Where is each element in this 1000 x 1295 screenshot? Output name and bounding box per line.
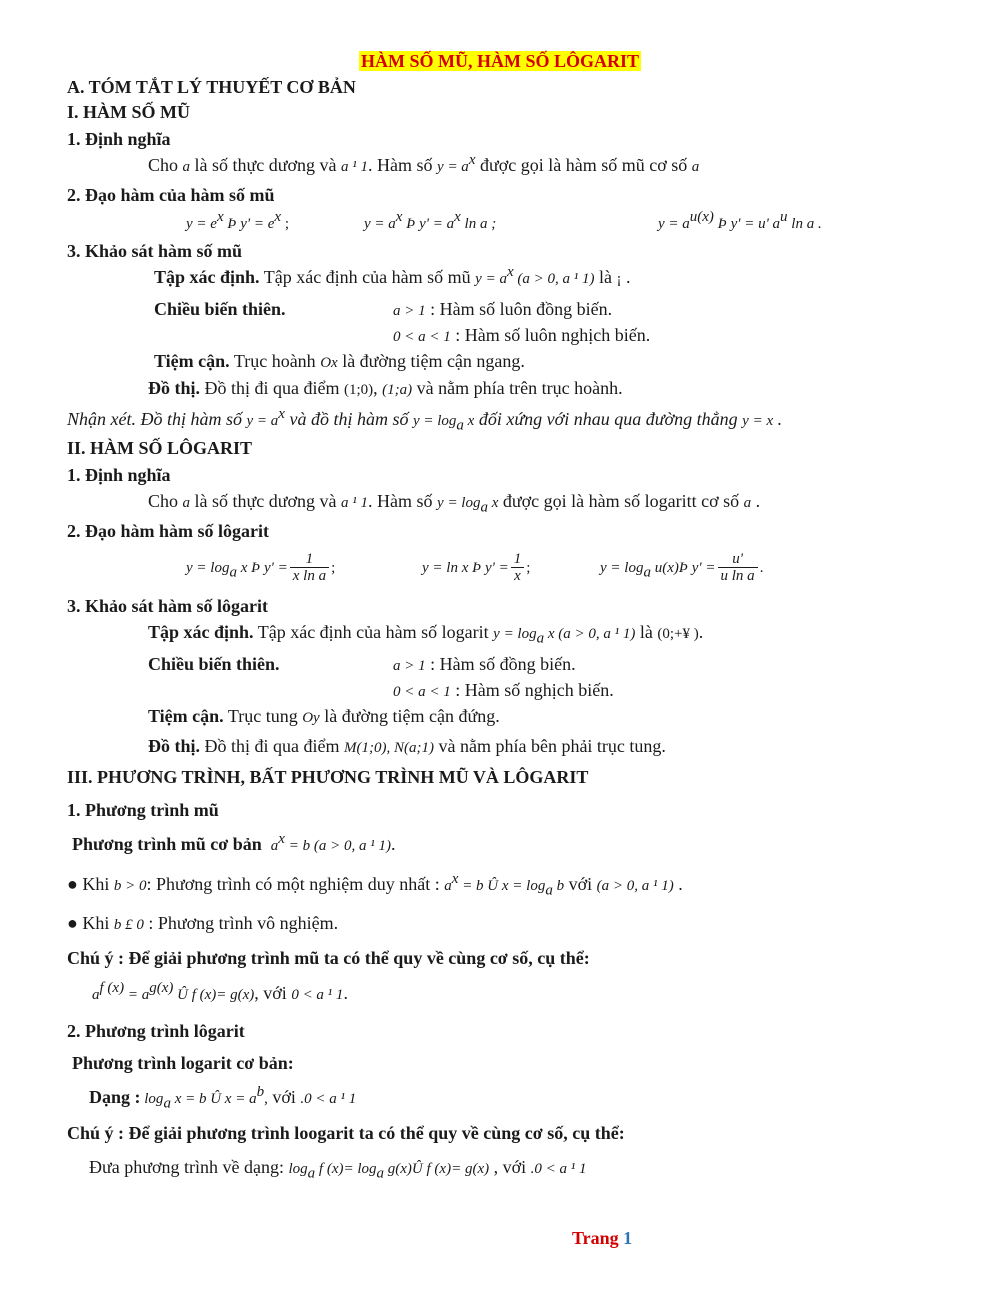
part3-case-1: ● Khi b > 0: Phương trình có một nghiệm duy nhất : $a^x = b$ Û $x = \log_a b$ với (a > 0, a ¹ 1) . [67, 871, 683, 899]
part1-asymptote: Tiệm cận. Trục hoành Ox là đường tiệm cận ngang. [154, 351, 525, 371]
part2-def-text: Cho a là số thực dương và a ¹ 1. Hàm số $y = \log_a x$ được gọi là hàm số logaritt cơ số a . [148, 491, 761, 516]
part3-note-1: Chú ý : Để giải phương trình mũ ta có thể quy về cùng cơ số, cụ thể: [67, 948, 590, 968]
part3-case-2: ● Khi b £ 0 : Phương trình vô nghiệm. [67, 913, 339, 933]
part3-exp-heading: 1. Phương trình mũ [67, 800, 219, 820]
part2-deriv-formula-2: y = ln x Þ y' = $\frac{1}{x}$ ; [422, 551, 531, 585]
part2-variation-1: a > 1 : Hàm số đồng biến. [393, 654, 576, 674]
fraction-u-prime-over-ulna: $\frac{u'}{\text{u ln a}}$ [718, 551, 758, 584]
part3-log-heading: 2. Phương trình lôgarit [67, 1021, 245, 1041]
part2-deriv-formula-1: $y = \log_a x$ Þ y' = $\frac{1}{\text{x ln a}}$ ; [186, 551, 336, 585]
part2-variation-label: Chiều biến thiên. [148, 654, 280, 674]
part1-deriv-formula-2: $y = a^x$ Þ $y' = a^x$ ln a ; [364, 209, 497, 232]
part3-exp-basic: Phương trình mũ cơ bản $a^x = b$ (a > 0, a ¹ 1). [72, 831, 396, 854]
part3-log-basic-label: Phương trình logarit cơ bản: [72, 1053, 294, 1073]
part1-def-text: Cho a là số thực dương và a ¹ 1. Hàm số $y = a^x$ được gọi là hàm số mũ cơ số a [148, 152, 700, 175]
part2-heading: II. HÀM SỐ LÔGARIT [67, 438, 253, 458]
part3-note-1-formula: $a^{f (x)} = a^{g(x)}$ Û f (x)= g(x), với 0 < a ¹ 1. [92, 980, 348, 1003]
part3-heading: III. PHƯƠNG TRÌNH, BẤT PHƯƠNG TRÌNH MŨ VÀ LÔGARIT [67, 767, 589, 787]
part1-remark: Nhận xét. Đồ thị hàm số $y = a^x$ và đồ thị hàm số $y = \log_a x$ đối xứng với nhau qua đường thẳng y = x . [67, 406, 783, 434]
part2-deriv-formula-3: $y = \log_a$ u(x)Þ y' = $\frac{u'}{\text{u ln a}}$ . [600, 551, 764, 585]
page-footer [572, 1227, 632, 1249]
part3-note-2-text: Đưa phương trình về dạng: $\log_a f$ $(x)= \log_a$ g(x)Û f (x)= g(x) , với .0 < a ¹ 1 [89, 1157, 587, 1182]
footer-label: Trang [572, 1228, 624, 1248]
part3-note-2: Chú ý : Để giải phương trình loogarit ta có thể quy về cùng cơ số, cụ thể: [67, 1123, 625, 1143]
part2-deriv-heading: 2. Đạo hàm hàm số lôgarit [67, 521, 269, 541]
part2-variation-2: 0 < a < 1 : Hàm số nghịch biến. [393, 680, 614, 700]
fraction-1-over-x: $\frac{1}{x}$ [511, 551, 525, 584]
part1-deriv-formula-1: $y = e^x$ Þ $y' = e^x$ ; [186, 209, 290, 232]
part1-deriv-heading: 2. Đạo hàm của hàm số mũ [67, 185, 275, 205]
part3-log-form: Dạng : $\log_a x = b$ Û $x = a^b$, với .0 < a ¹ 1 [89, 1084, 357, 1112]
page-number: 1 [623, 1228, 633, 1248]
part1-heading: I. HÀM SỐ MŨ [67, 102, 190, 122]
part1-graph: Đồ thị. Đồ thị đi qua điểm (1;0), (1;a) và nằm phía trên trục hoành. [148, 378, 623, 398]
part2-def-heading: 1. Định nghĩa [67, 465, 171, 485]
part1-domain: Tập xác định. Tập xác định của hàm số mũ $y = a^x$ (a > 0, a ¹ 1) là ¡ . [154, 264, 631, 287]
part2-graph: Đồ thị. Đồ thị đi qua điểm M(1;0), N(a;1) và nằm phía bên phải trục tung. [148, 736, 666, 756]
part1-variation-1: a > 1 : Hàm số luôn đồng biến. [393, 299, 613, 319]
part2-asymptote: Tiệm cận. Trục tung Oy là đường tiệm cận đứng. [148, 706, 500, 726]
part1-variation-2: 0 < a < 1 : Hàm số luôn nghịch biến. [393, 325, 651, 345]
part2-domain: Tập xác định. Tập xác định của hàm số logarit $y = \log_a x$ (a > 0, a ¹ 1) là (0;+¥ ). [148, 622, 704, 647]
fraction-1-over-xlna: $\frac{1}{\text{x ln a}}$ [290, 551, 329, 584]
part2-survey-heading: 3. Khảo sát hàm số lôgarit [67, 596, 269, 616]
part1-survey-heading: 3. Khảo sát hàm số mũ [67, 241, 243, 261]
document-title: HÀM SỐ MŨ, HÀM SỐ LÔGARIT [360, 51, 639, 71]
section-a-heading: A. TÓM TẮT LÝ THUYẾT CƠ BẢN [67, 77, 356, 97]
part1-deriv-formula-3: $y = a^{u(x)}$ Þ y' = u' $a^u$ ln a . [658, 209, 822, 232]
part1-variation-label: Chiều biến thiên. [154, 299, 286, 319]
part1-def-heading: 1. Định nghĩa [67, 129, 171, 149]
